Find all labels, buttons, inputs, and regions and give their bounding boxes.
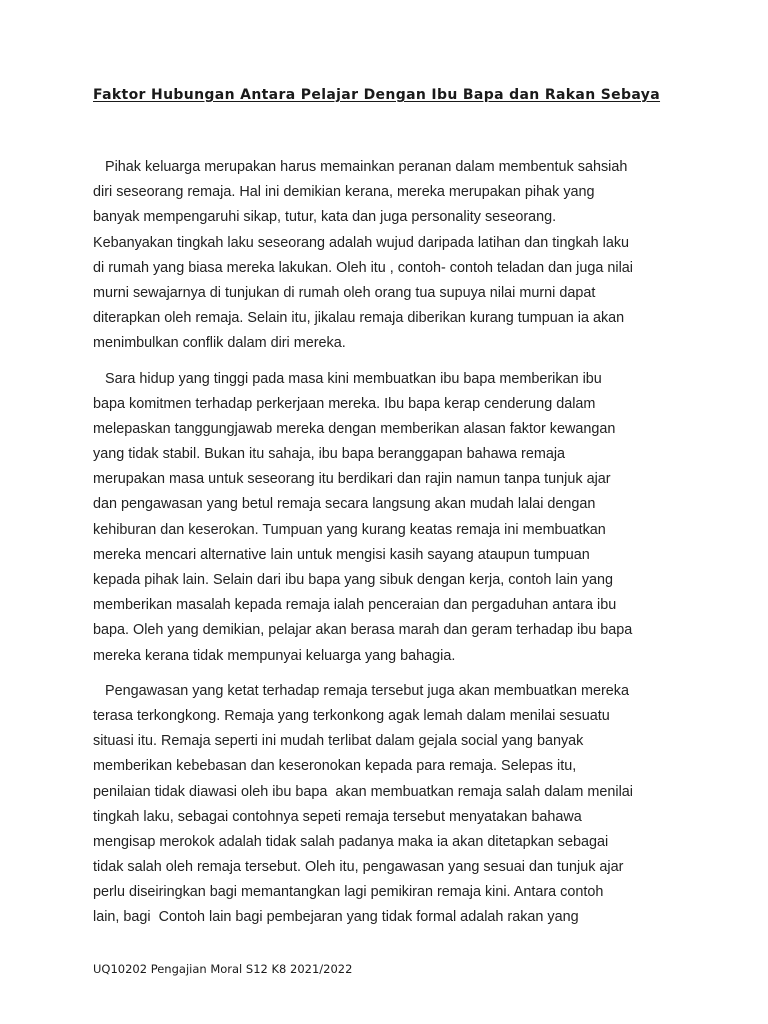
text-line: situasi itu. Remaja seperti ini mudah terlibat dalam gejala social yang banyak — [93, 733, 584, 750]
text-line: perlu diseiringkan bagi memantangkan lagi pemikiran remaja kini. Antara contoh — [93, 884, 604, 901]
text-line: kepada pihak lain. Selain dari ibu bapa yang sibuk dengan kerja, contoh lain yang — [93, 572, 614, 588]
text-line: diterapkan oleh remaja. Selain itu, jikalau remaja diberikan kurang tumpuan ia akan — [93, 310, 625, 327]
text-line: tidak salah oleh remaja tersebut. Oleh itu, pengawasan yang sesuai dan tunjuk ajar — [93, 859, 624, 876]
paragraph-1 — [93, 155, 693, 357]
text-line: memberikan masalah kepada remaja ialah penceraian dan pergaduhan antara ibu — [93, 597, 617, 614]
text-line: murni sewajarnya di tunjukan di rumah oleh orang tua supuya nilai murni dapat — [93, 284, 596, 301]
text-line: Pihak keluarga merupakan harus memainkan peranan dalam membentuk sahsiah — [93, 159, 628, 175]
page-footer: UQ10202 Pengajian Moral S12 K8 2021/2022 — [93, 962, 353, 976]
text-line: bapa komitmen terhadap perkerjaan mereka. Ibu bapa kerap cenderung dalam — [93, 395, 596, 412]
document-title: Faktor Hubungan Antara Pelajar Dengan Ibu Bapa dan Rakan Sebaya — [93, 87, 661, 103]
text-line: banyak mempengaruhi sikap, tutur, kata dan juga personality seseorang. — [93, 209, 557, 226]
paragraph-2 — [93, 367, 693, 669]
text-line: Kebanyakan tingkah laku seseorang adalah wujud daripada latihan dan tingkah laku — [93, 234, 630, 251]
text-line: tingkah laku, sebagai contohnya sepeti remaja tersebut menyatakan bahawa — [93, 808, 582, 825]
text-line: diri seseorang remaja. Hal ini demikian kerana, mereka merupakan pihak yang — [93, 184, 595, 201]
text-line: kehiburan dan keserokan. Tumpuan yang kurang keatas remaja ini membuatkan — [93, 521, 606, 538]
text-line: bapa. Oleh yang demikian, pelajar akan berasa marah dan geram terhadap ibu bapa — [93, 622, 633, 639]
text-line: Sara hidup yang tinggi pada masa kini membuatkan ibu bapa memberikan ibu — [93, 370, 602, 387]
text-line: mereka mencari alternative lain untuk mengisi kasih sayang ataupun tumpuan — [93, 546, 590, 563]
document-body — [93, 155, 693, 941]
text-line: di rumah yang biasa mereka lakukan. Oleh itu , contoh- contoh teladan dan juga nilai — [93, 259, 633, 276]
text-line: mereka kerana tidak mempunyai keluarga yang bahagia. — [93, 647, 456, 664]
text-line: terasa terkongkong. Remaja yang terkonkong agak lemah dalam menilai sesuatu — [93, 707, 610, 724]
text-line: mengisap merokok adalah tidak salah padanya maka ia akan ditetapkan sebagai — [93, 833, 609, 850]
text-line: memberikan kebebasan dan keseronokan kepada para remaja. Selepas itu, — [93, 758, 577, 775]
text-line: yang tidak stabil. Bukan itu sahaja, ibu bapa beranggapan bahawa remaja — [93, 446, 566, 463]
text-line: melepaskan tanggungjawab mereka dengan memberikan alasan faktor kewangan — [93, 420, 616, 437]
text-line: lain, bagi Contoh lain bagi pembejaran yang tidak formal adalah rakan yang — [93, 909, 579, 926]
paragraph-3 — [93, 679, 693, 931]
text-line: Pengawasan yang ketat terhadap remaja tersebut juga akan membuatkan mereka — [93, 682, 629, 699]
text-line: dan pengawasan yang betul remaja secara langsung akan mudah lalai dengan — [93, 496, 596, 513]
text-line: menimbulkan conflik dalam diri mereka. — [93, 335, 346, 352]
text-line: merupakan masa untuk seseorang itu berdikari dan rajin namun tanpa tunjuk ajar — [93, 471, 611, 488]
text-line: penilaian tidak diawasi oleh ibu bapa akan membuatkan remaja salah dalam menilai — [93, 783, 633, 800]
